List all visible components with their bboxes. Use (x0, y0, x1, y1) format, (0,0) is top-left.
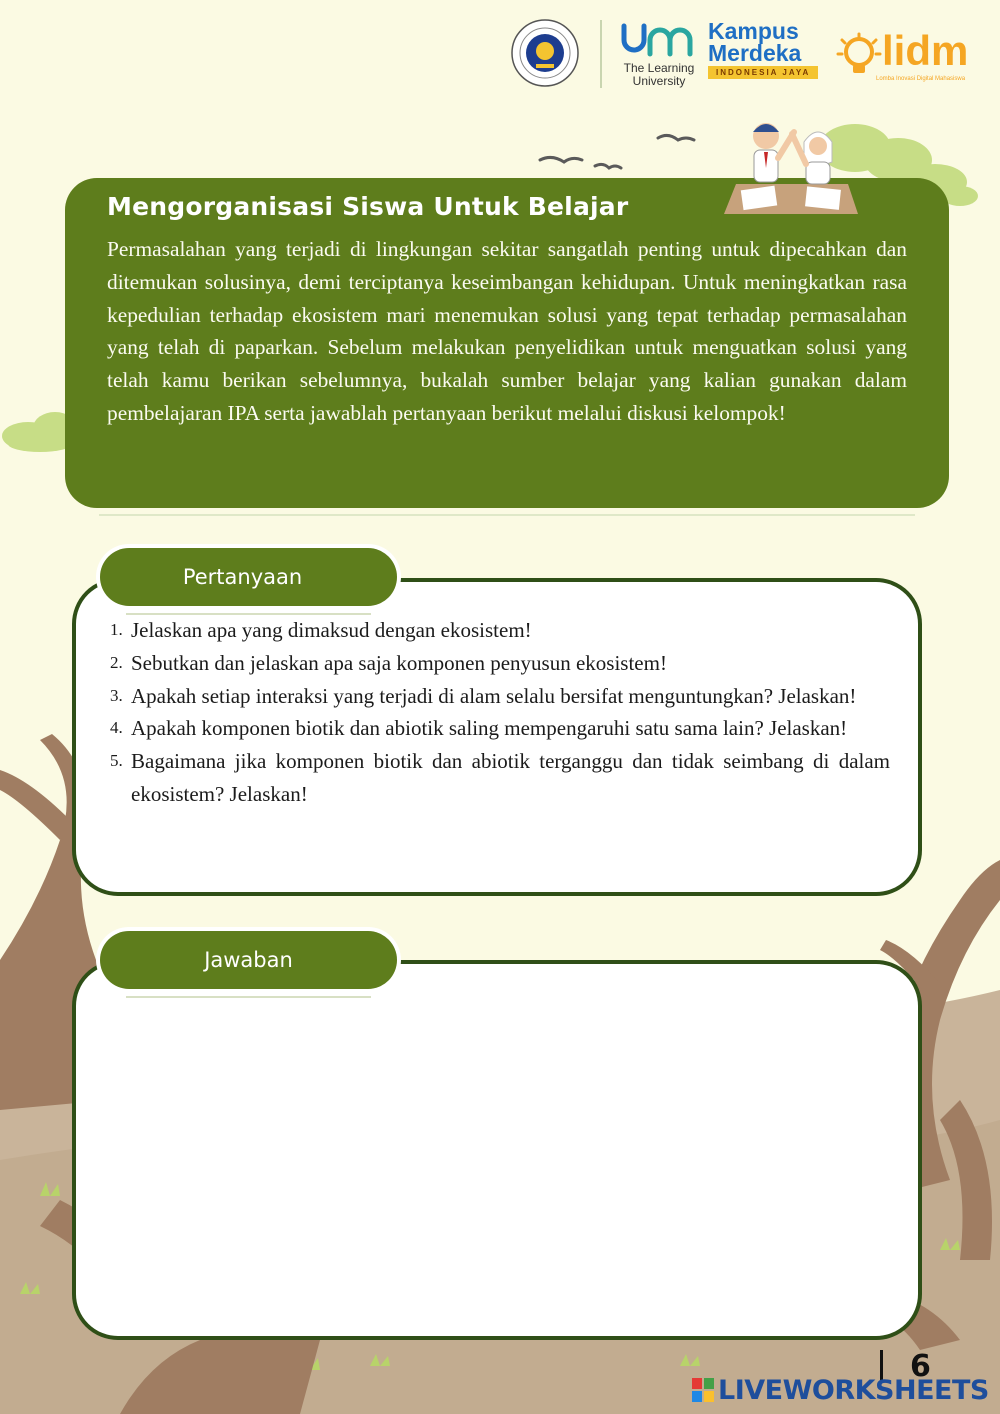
question-number: 2. (110, 652, 123, 672)
um-mark-icon (618, 22, 700, 58)
question-list (110, 614, 890, 811)
um-tagline: The Learning University (623, 61, 695, 88)
question-item (110, 745, 890, 811)
liveworksheets-wordmark: LIVEWORKSHEETS (718, 1375, 989, 1406)
kampus-merdeka-line1: Kampus (708, 18, 799, 44)
page-number-text: 6 (910, 1349, 931, 1384)
question-text: Bagaimana jika komponen biotik dan abiotik terganggu dan tidak seimbang di dalam ekosistem? Jelaskan! (131, 749, 890, 806)
kampus-merdeka-logo (708, 20, 826, 90)
question-number: 3. (110, 685, 123, 705)
students-illustration (718, 118, 868, 218)
question-text: Apakah komponen biotik dan abiotik saling mempengaruhi satu sama lain? Jelaskan! (131, 716, 848, 741)
intro-card (65, 178, 949, 508)
lidm-logo (836, 28, 986, 88)
intro-title: Mengorganisasi Siswa Untuk Belajar (107, 192, 629, 221)
kampus-merdeka-tag: INDONESIA JAYA (708, 66, 818, 79)
logo-divider (600, 20, 602, 88)
question-item (110, 647, 890, 680)
answer-box[interactable] (72, 960, 922, 1340)
lidm-wordmark: lidm (882, 27, 969, 74)
questions-tab (100, 548, 397, 606)
answer-tab (100, 931, 397, 989)
question-number: 4. (110, 718, 123, 738)
logo-bar (510, 14, 990, 94)
question-text: Apakah setiap interaksi yang terjadi di alam selalu bersifat menguntungkan? Jelaskan! (131, 683, 857, 708)
question-text: Jelaskan apa yang dimaksud dengan ekosistem! (131, 618, 532, 642)
question-text: Sebutkan dan jelaskan apa saja komponen penyusun ekosistem! (131, 650, 667, 675)
kampus-merdeka-line2: Merdeka (708, 40, 802, 66)
lightbulb-icon (836, 32, 882, 78)
university-seal-logo (510, 18, 580, 88)
questions-tab-label: Pertanyaan (182, 565, 303, 589)
liveworksheets-logo[interactable] (692, 1374, 992, 1408)
question-item (110, 712, 890, 745)
liveworksheets-icon (692, 1378, 714, 1402)
answer-tab-label: Jawaban (204, 948, 293, 972)
lidm-subtitle: Lomba Inovasi Digital Mahasiswa (876, 76, 966, 82)
question-number: 1. (110, 620, 123, 639)
question-item (110, 680, 890, 713)
question-number: 5. (110, 751, 123, 771)
question-item (110, 614, 890, 647)
intro-body: Permasalahan yang terjadi di lingkungan sekitar sangatlah penting untuk dipecahkan dan ditemukan solusinya, demi terciptanya keseimbangan kehidupan. Untuk meningkatkan rasa kepedulian terhadap ekosistem mari menemukan solusi yang tepat terhadap permasalahan yang telah di paparkan. Sebelum melakukan penyelidikan untuk menguatkan solusi yang telah kamu berikan sebelumnya, bukalah sumber belajar yang kalian gunakan dalam pembelajaran IPA serta jawablah pertanyaan berikut melalui diskusi kelompok! (107, 237, 907, 425)
um-logo (614, 22, 704, 88)
